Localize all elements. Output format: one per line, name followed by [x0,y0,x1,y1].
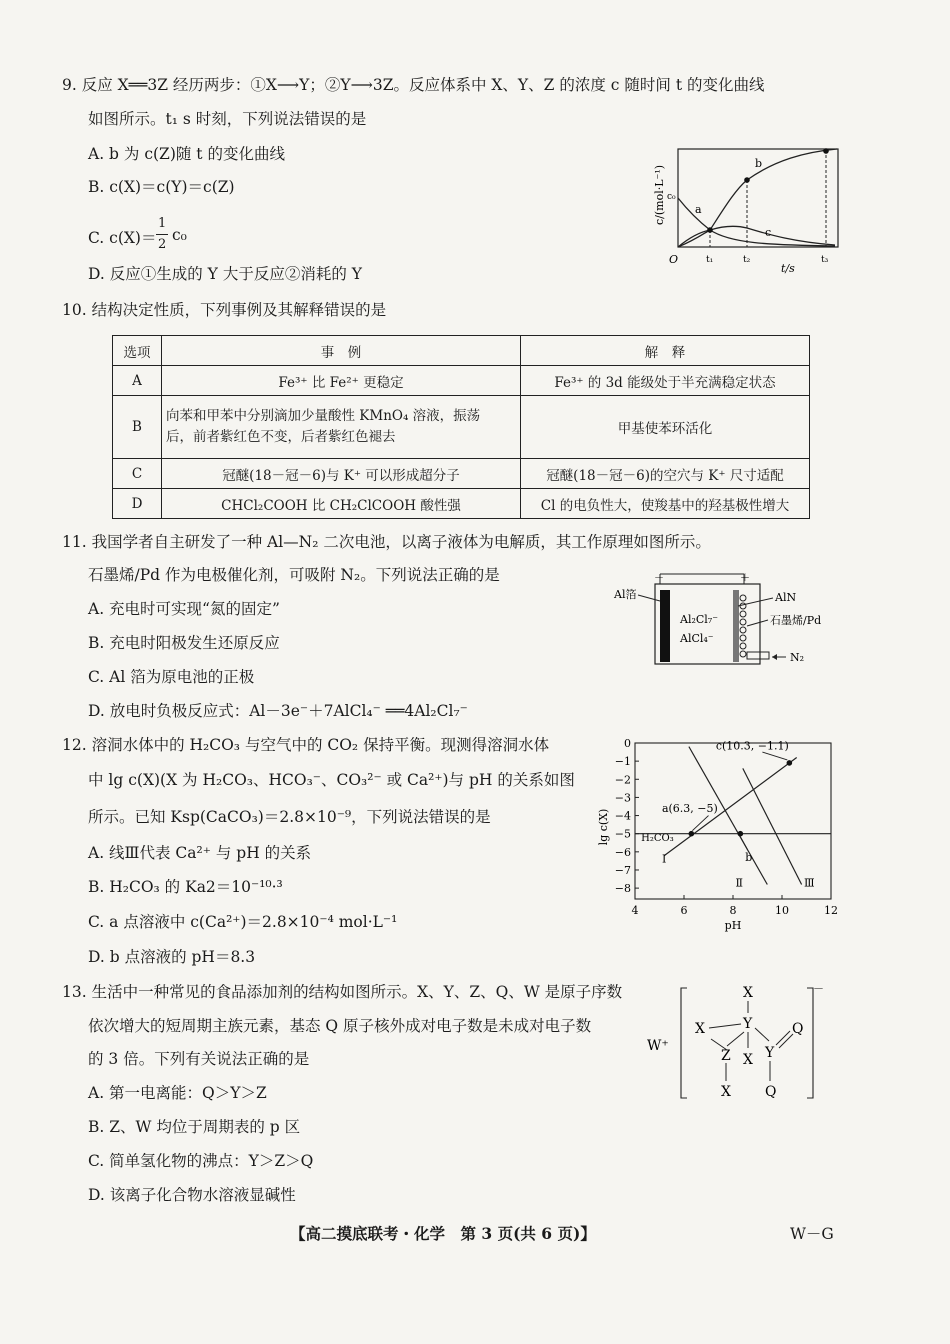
q9-option-c-suffix: c₀ [172,226,187,244]
q9-label-a: a [695,203,702,216]
q13-atom-q-top: Q [792,1021,804,1037]
q12-ytick-label: −7 [614,863,631,877]
q12-series-label-i: Ⅰ [661,852,667,866]
q9-point-t1 [707,227,713,233]
q11-n2-inlet [747,652,769,659]
q9-graph-c0: c₀ [667,192,676,202]
q11-option-b: B. 充电时阳极发生还原反应 [88,634,280,652]
q11-battery-diagram [610,568,840,676]
q10-row-d-fact: CHCl₂COOH 比 CH₂ClCOOH 酸性强 [162,489,521,519]
q10-row-b-fact-line1: 向苯和甲苯中分别滴加少量酸性 KMnO₄ 溶液，振荡 [166,408,481,425]
q12-chart-ylabel: lg c(X) [597,808,610,846]
q12-xtick-label: 10 [775,904,789,917]
q12-chart-xlabel: pH [724,919,742,932]
q9-option-d: D. 反应①生成的 Y 大于反应②消耗的 Y [88,265,362,283]
q9-graph-origin: O [669,253,679,266]
q12-point-b [738,831,744,837]
q13-atom-x-top: X [743,985,753,1001]
q12-stem-line2: 中 lg c(X)(X 为 H₂CO₃、HCO₃⁻、CO₃²⁻ 或 Ca²⁺)与 pH 的关系如图 [88,771,575,789]
q9-graph-t3: t₃ [821,255,829,265]
q9-option-c-prefix: C. c(X)＝ [88,229,157,247]
page-code: W－G [790,1225,834,1243]
q10-header-explanation: 解 释 [521,336,810,366]
q9-concentration-graph [645,135,845,280]
q11-graphene-label: 石墨烯/Pd [770,614,822,627]
q12-point-b-leader [740,837,747,850]
q12-xtick-label: 12 [824,904,838,917]
q12-ytick-label: −4 [614,809,631,823]
q12-point-b-label: b [745,850,753,864]
q10-row-b-fact-line2: 后，前者紫红色不变，后者紫红色褪去 [166,429,396,445]
q9-point-t2 [744,177,750,183]
q12-xtick-label: 8 [729,904,737,917]
q12-ytick-label: −8 [614,882,631,896]
q10-row-a-fact: Fe³⁺ 比 Fe²⁺ 更稳定 [162,366,521,396]
q10-row-d-explanation: Cl 的电负性大，使羧基中的羟基极性增大 [521,489,810,519]
q12-chart-frame [635,743,831,899]
q9-option-b: B. c(X)＝c(Y)＝c(Z) [88,178,235,196]
q11-ion-al2cl7: Al₂Cl₇⁻ [680,613,719,626]
q10-stem: 10. 结构决定性质，下列事例及其解释错误的是 [62,301,387,319]
q13-option-c: C. 简单氢化物的沸点：Y＞Z＞Q [88,1152,314,1170]
q10-row-b-explanation: 甲基使苯环活化 [521,396,810,459]
q10-row-b-option: B [113,396,162,459]
q12-stem-line3: 所示。已知 Ksp(CaCO₃)＝2.8×10⁻⁹，下列说法错误的是 [88,808,491,826]
q10-row-b-fact [162,396,521,459]
q12-lgc-ph-chart [595,735,845,935]
q11-stem-line1: 11. 我国学者自主研发了一种 Al—N₂ 二次电池，以离子液体为电解质，其工作原理如图所示。 [62,533,711,551]
q12-series-label-ii: Ⅱ [735,876,743,890]
q13-left-bracket [681,988,687,1098]
q10-row-d-option: D [113,489,162,519]
q13-atom-q-bottom: Q [765,1084,777,1100]
q12-ytick-label: 0 [624,737,631,750]
q12-series-line [743,768,802,884]
q13-option-a: A. 第一电离能：Q＞Y＞Z [88,1084,267,1102]
q9-graph-t2: t₂ [743,255,751,265]
q12-ytick-label: −1 [614,755,631,769]
q12-point-a [689,831,695,837]
q12-ytick-label: −2 [614,773,631,787]
q10-row-a-explanation: Fe³⁺ 的 3d 能级处于半充满稳定状态 [521,366,810,396]
q12-stem-line1: 12. 溶洞水体中的 H₂CO₃ 与空气中的 CO₂ 保持平衡。现测得溶洞水体 [62,736,550,754]
q13-atom-x-bottom: X [721,1084,731,1100]
q13-atom-x-left: X [695,1021,705,1037]
q9-fraction-bar [156,234,168,235]
q12-point-c-leader [762,752,787,760]
q11-al-foil-electrode [660,590,670,662]
q12-option-b: B. H₂CO₃ 的 Ka2＝10⁻¹⁰·³ [88,878,283,896]
q12-point-c [787,760,793,766]
q13-option-b: B. Z、W 均位于周期表的 p 区 [88,1118,301,1136]
q12-series-label-iii: Ⅲ [804,876,815,890]
q10-header-option: 选项 [113,336,162,366]
q13-right-bracket [807,988,813,1098]
q10-table [112,335,810,519]
q11-plus-terminal: ＋ [740,573,750,584]
q13-stem-line2: 依次增大的短周期主族元素，基态 Q 原子核外成对电子数是未成对电子数 [88,1017,592,1035]
q13-option-d: D. 该离子化合物水溶液显碱性 [88,1186,296,1204]
q10-row-c-explanation: 冠醚(18－冠－6)的空穴与 K⁺ 尺寸适配 [521,459,810,489]
q12-option-a: A. 线Ⅲ代表 Ca²⁺ 与 pH 的关系 [88,844,312,862]
q9-label-b: b [755,157,763,170]
q10-row-a-option: A [113,366,162,396]
q12-option-d: D. b 点溶液的 pH＝8.3 [88,948,256,966]
q9-graph-xlabel: t/s [781,262,795,275]
q9-graph-t1: t₁ [706,255,714,265]
q12-ytick-label: −3 [614,791,631,805]
page-footer: 【高二摸底联考・化学 第 3 页(共 6 页)】 [290,1224,596,1243]
q12-xtick-label: 4 [631,904,639,917]
q11-option-a: A. 充电时可实现“氮的固定” [88,600,280,618]
q13-atom-z: Z [721,1048,731,1064]
q11-option-d: D. 放电时负极反应式：Al－3e⁻＋7AlCl₄⁻ ══4Al₂Cl₇⁻ [88,702,468,720]
q13-w-cation: W⁺ [647,1038,669,1054]
q13-atom-y-right: Y [765,1045,775,1061]
q10-row-c-option: C [113,459,162,489]
q11-minus-terminal: － [654,573,664,584]
q13-atom-y-center: Y [743,1016,753,1032]
q13-stem-line3: 的 3 倍。下列有关说法正确的是 [88,1050,310,1068]
q11-n2-label: N₂ [790,651,805,664]
q13-stem-line1: 13. 生活中一种常见的食品添加剂的结构如图所示。X、Y、Z、Q、W 是原子序数 [62,983,623,1001]
q12-ytick-label: −5 [614,827,631,841]
q11-al-foil-label: Al箔 [614,588,637,601]
q9-curve-c [678,226,835,247]
q9-stem-line1: 9. 反应 X══3Z 经历两步：①X⟶Y；②Y⟶3Z。反应体系中 X、Y、Z 的浓度 c 随时间 t 的变化曲线 [62,76,765,94]
q13-anion-charge: － [813,982,824,995]
q11-aln-label: AlN [775,591,797,604]
q13-structure-diagram [645,980,825,1105]
q12-point-c-label: c(10.3, −1.1) [715,739,789,753]
q9-fraction-num: 1 [158,216,167,231]
q12-series-line [689,747,767,885]
q12-option-c: C. a 点溶液中 c(Ca²⁺)＝2.8×10⁻⁴ mol·L⁻¹ [88,913,398,931]
q11-stem-line2: 石墨烯/Pd 作为电极催化剂，可吸附 N₂。下列说法正确的是 [88,566,500,584]
q11-ion-alcl4: AlCl₄⁻ [680,632,714,645]
q12-point-a-label: a(6.3, −5) [661,801,718,815]
q12-xtick-label: 6 [680,904,688,917]
q10-header-fact: 事 例 [162,336,521,366]
q12-ytick-label: −6 [614,845,631,859]
q9-graph-ylabel: c/(mol·L⁻¹) [653,164,666,226]
q9-fraction-den: 2 [158,237,167,252]
q9-label-c: c [765,226,772,239]
q13-atom-x-mid: X [743,1052,753,1068]
q10-row-c-fact: 冠醚(18－冠－6)与 K⁺ 可以形成超分子 [162,459,521,489]
q9-stem-line2: 如图所示。t₁ s 时刻，下列说法错误的是 [88,110,367,128]
q9-point-t3 [823,148,829,154]
q12-series-label-h2co3: H₂CO₃ [641,832,674,844]
q9-option-a: A. b 为 c(Z)随 t 的变化曲线 [88,145,285,163]
q11-option-c: C. Al 箔为原电池的正极 [88,668,255,686]
q11-aln-layer [733,590,739,662]
